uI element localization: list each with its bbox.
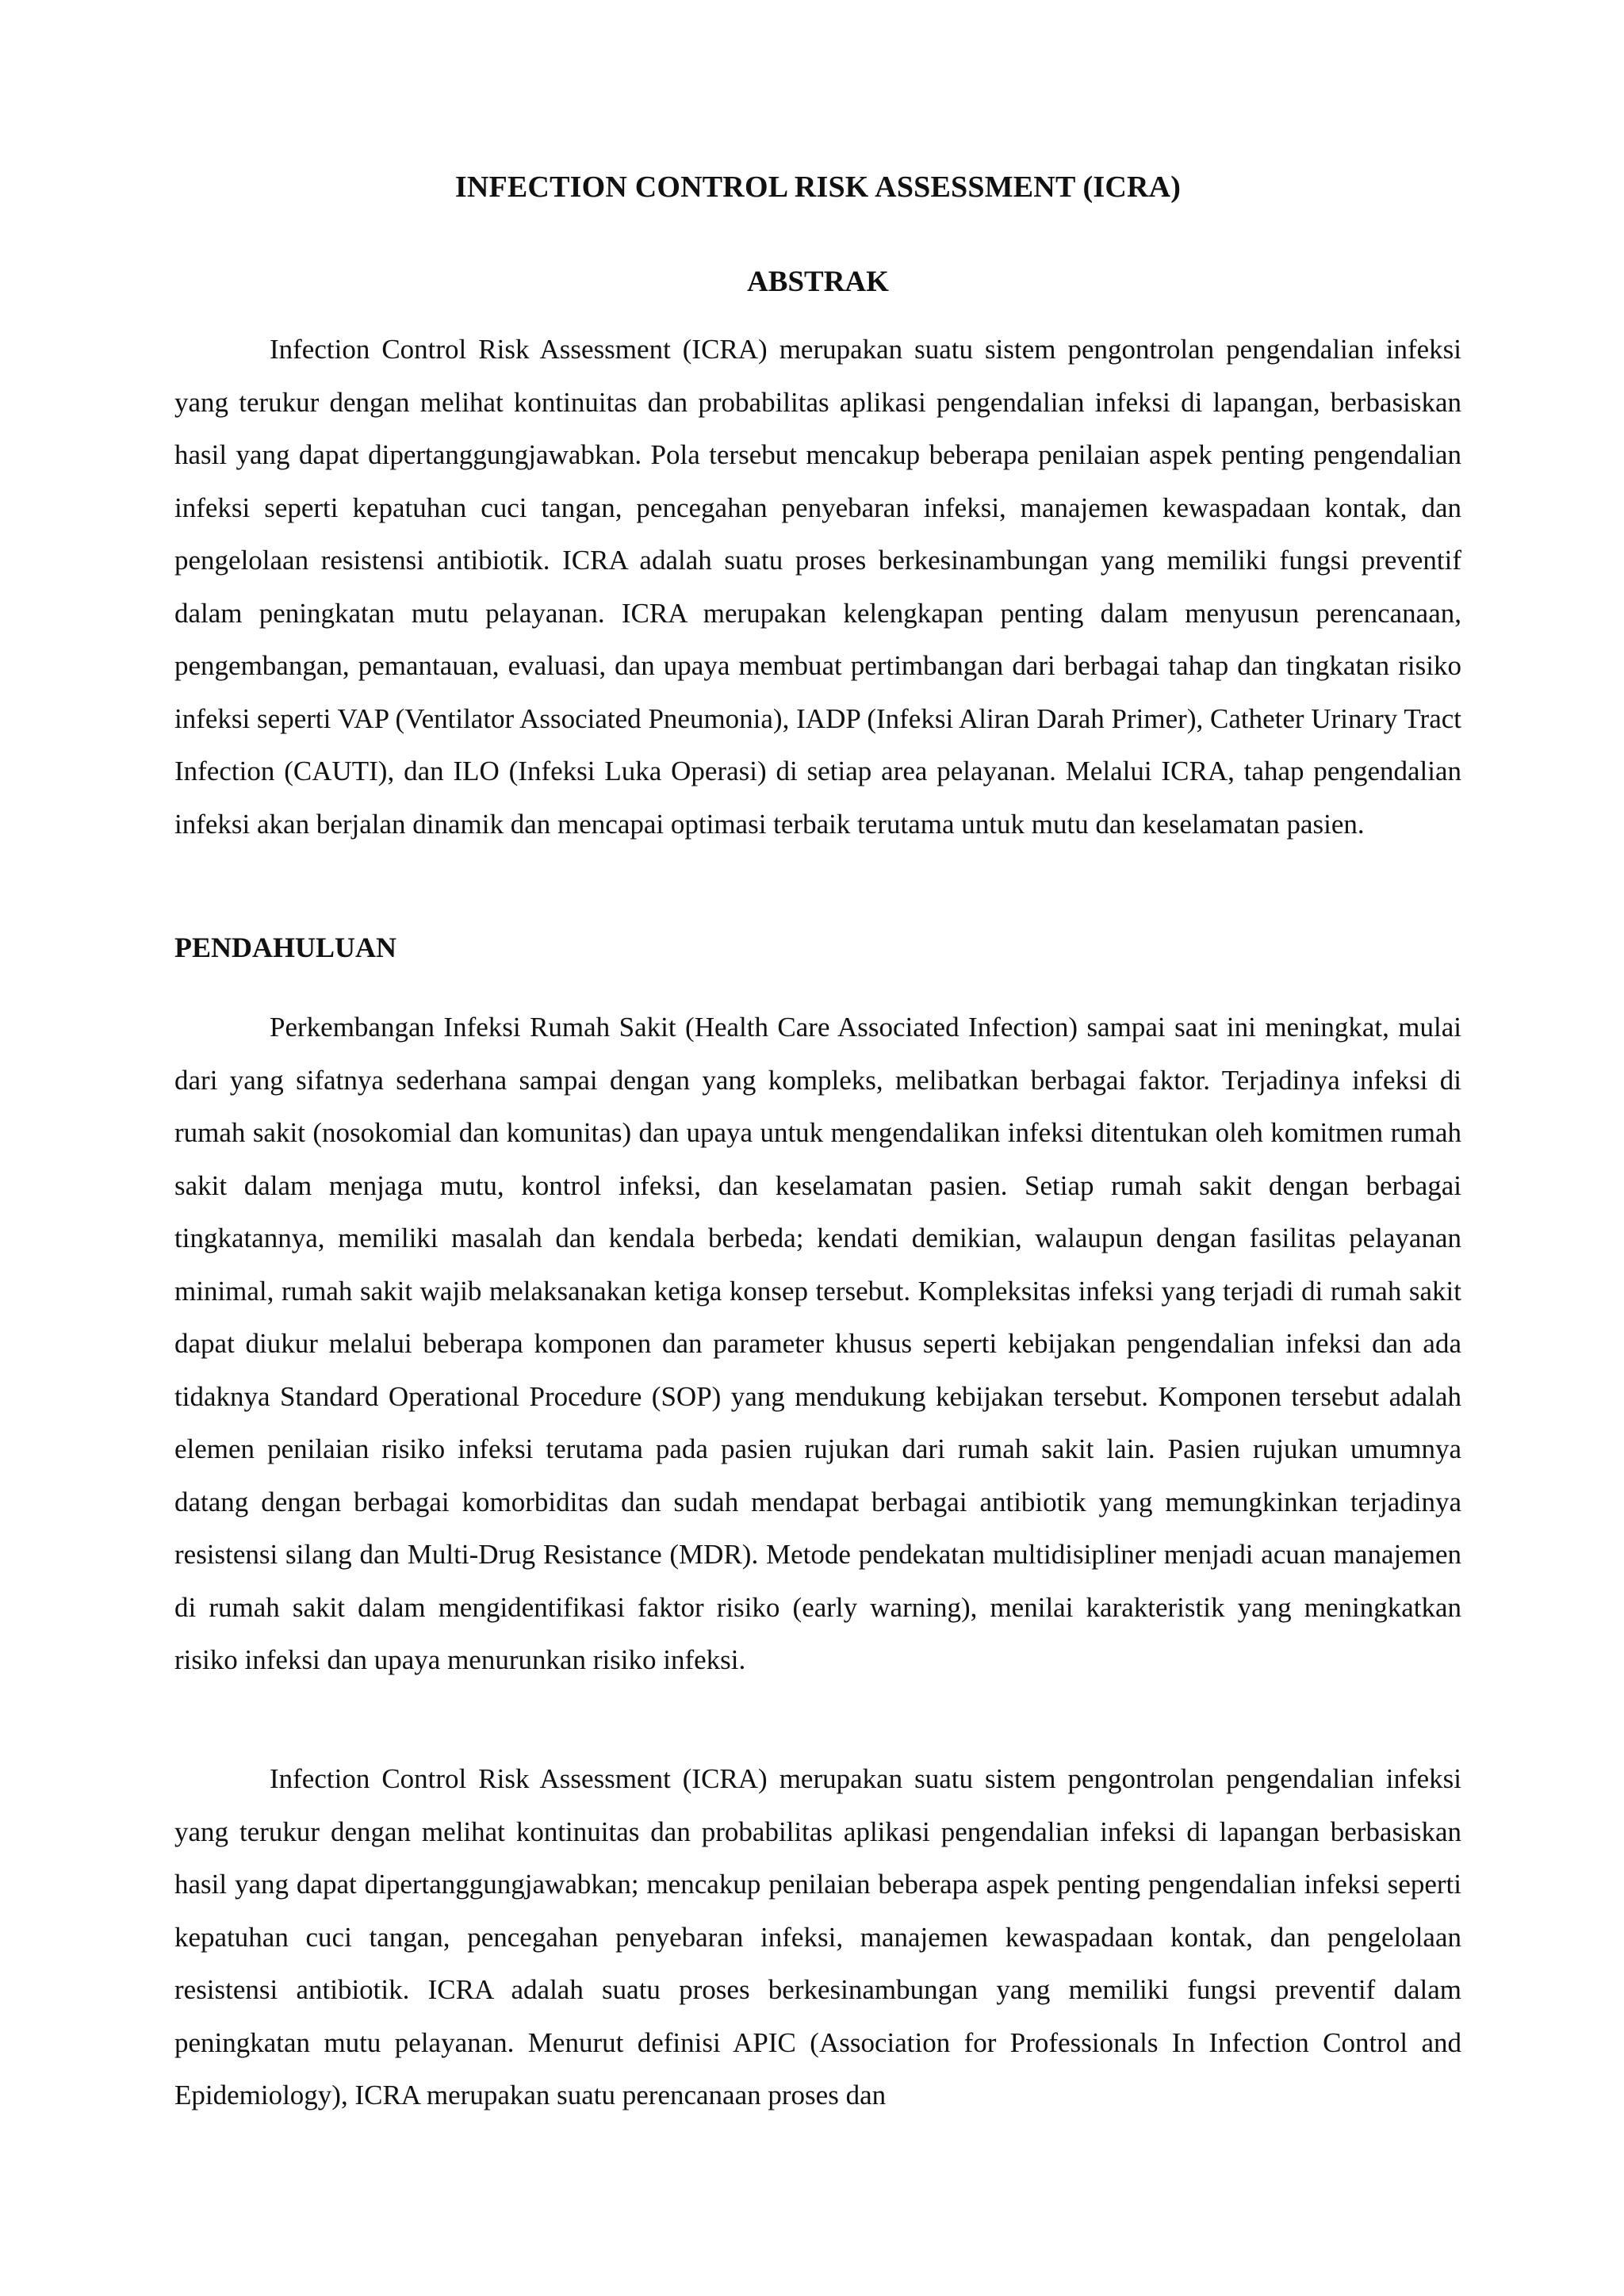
document-page: [174, 0, 1461, 2296]
document-title: INFECTION CONTROL RISK ASSESSMENT (ICRA): [454, 170, 1182, 204]
introduction-heading: PENDAHULUAN: [174, 932, 397, 963]
abstract-paragraph: Infection Control Risk Assessment (ICRA) merupakan suatu sistem pengontrolan pengendalian infeksi yang terukur dengan melihat kontinuitas dan probabilitas aplikasi pengendalian infeksi di lapangan, berbasiskan hasil yang dapat dipertanggungjawabkan. Pola tersebut mencakup beberapa penilaian aspek penting pengendalian infeksi seperti kepatuhan cuci tangan, pencegahan penyebaran infeksi, manajemen kewaspadaan kontak, dan pengelolaan resistensi antibiotik. ICRA adalah suatu proses berkesinambungan yang memiliki fungsi preventif dalam peningkatan mutu pelayanan. ICRA merupakan kelengkapan penting dalam menyusun perencanaan, pengembangan, pemantauan, evaluasi, dan upaya membuat pertimbangan dari berbagai tahap dan tingkatan risiko infeksi seperti VAP (Ventilator Associated Pneumonia), IADP (Infeksi Aliran Darah Primer), Catheter Urinary Tract Infection (CAUTI), dan ILO (Infeksi Luka Operasi) di setiap area pelayanan. Melalui ICRA, tahap pengendalian infeksi akan berjalan dinamik dan mencapai optimasi terbaik terutama untuk mutu dan keselamatan pasien.: [174, 334, 1461, 840]
abstract-heading: ABSTRAK: [747, 266, 889, 298]
introduction-paragraph-2: Infection Control Risk Assessment (ICRA) merupakan suatu sistem pengontrolan pengendalian infeksi yang terukur dengan melihat kontinuitas dan probabilitas aplikasi pengendalian infeksi di lapangan berbasiskan hasil yang dapat dipertanggungjawabkan; mencakup penilaian beberapa aspek penting pengendalian infeksi seperti kepatuhan cuci tangan, pencegahan penyebaran infeksi, manajemen kewaspadaan kontak, dan pengelolaan resistensi antibiotik. ICRA adalah suatu proses berkesinambungan yang memiliki fungsi preventif dalam peningkatan mutu pelayanan. Menurut definisi APIC (Association for Professionals In Infection Control and Epidemiology), ICRA merupakan suatu perencanaan proses dan: [174, 1763, 1461, 2110]
introduction-paragraph-1: Perkembangan Infeksi Rumah Sakit (Health Care Associated Infection) sampai saat ini meningkat, mulai dari yang sifatnya sederhana sampai dengan yang kompleks, melibatkan berbagai faktor. Terjadinya infeksi di rumah sakit (nosokomial dan komunitas) dan upaya untuk mengendalikan infeksi ditentukan oleh komitmen rumah sakit dalam menjaga mutu, kontrol infeksi, dan keselamatan pasien. Setiap rumah sakit dengan berbagai tingkatannya, memiliki masalah dan kendala berbeda; kendati demikian, walaupun dengan fasilitas pelayanan minimal, rumah sakit wajib melaksanakan ketiga konsep tersebut. Kompleksitas infeksi yang terjadi di rumah sakit dapat diukur melalui beberapa komponen dan parameter khusus seperti kebijakan pengendalian infeksi dan ada tidaknya Standard Operational Procedure (SOP) yang mendukung kebijakan tersebut. Komponen tersebut adalah elemen penilaian risiko infeksi terutama pada pasien rujukan dari rumah sakit lain. Pasien rujukan umumnya datang dengan berbagai komorbiditas dan sudah mendapat berbagai antibiotik yang memungkinkan terjadinya resistensi silang dan Multi-Drug Resistance (MDR). Metode pendekatan multidisipliner menjadi acuan manajemen di rumah sakit dalam mengidentifikasi faktor risiko (early warning), menilai karakteristik yang meningkatkan risiko infeksi dan upaya menurunkan risiko infeksi.: [174, 1012, 1461, 1675]
